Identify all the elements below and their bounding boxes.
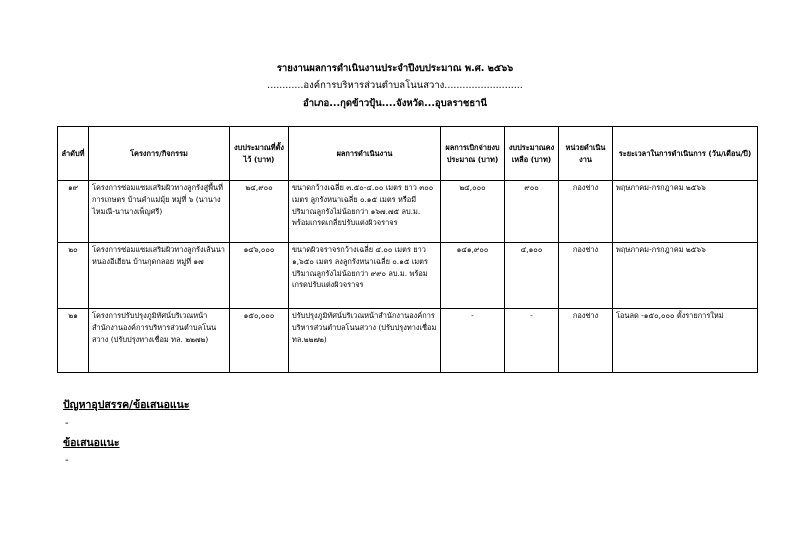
col-header-budget: งบประมาณที่ตั้งไว้ (บาท) xyxy=(230,127,289,181)
cell-remaining: - xyxy=(505,309,559,373)
table-row xyxy=(58,309,758,373)
location-line: อำเภอ...กุดข้าวปุ้น....จังหวัด...อุบลราชธานี xyxy=(303,98,487,109)
cell-disbursed: ๑๔๑,๙๐๐ xyxy=(441,243,505,309)
suggestions-value: - xyxy=(65,455,69,466)
cell-unit: กองช่าง xyxy=(559,309,613,373)
cell-no: ๒๐ xyxy=(58,243,89,309)
suggestions-heading: ข้อเสนอแนะ xyxy=(63,437,120,449)
col-header-remaining: งบประมาณคงเหลือ (บาท) xyxy=(505,127,559,181)
cell-unit: กองช่าง xyxy=(559,181,613,243)
col-header-period: ระยะเวลาในการดำเนินการ (วัน/เดือน/ปี) xyxy=(613,127,758,181)
report-title: รายงานผลการดำเนินงานประจำปีงบประมาณ พ.ศ. ๒๕๖๖ xyxy=(276,63,514,74)
cell-budget: ๑๔๖,๐๐๐ xyxy=(230,243,289,309)
cell-period: พฤษภาคม-กรกฎาคม ๒๕๖๖ xyxy=(613,181,758,243)
table-header-row xyxy=(58,127,758,181)
cell-no: ๒๑ xyxy=(58,309,89,373)
cell-remaining: ๙๐๐ xyxy=(505,181,559,243)
cell-remaining: ๔,๑๐๐ xyxy=(505,243,559,309)
col-header-result: ผลการดำเนินงาน xyxy=(289,127,441,181)
cell-project: โครงการปรับปรุงภูมิทัศน์บริเวณหน้าสำนักงานองค์การบริหารส่วนตำบลโนนสวาง (ปรับปรุงทางเชื่อม ทล. ๒๒๗๒) xyxy=(89,309,230,373)
table-row xyxy=(58,243,758,309)
organization-line: ............องค์การบริหารส่วนตำบลโนนสวาง.......................... xyxy=(267,80,523,91)
col-header-no: ลำดับที่ xyxy=(58,127,89,181)
cell-period: พฤษภาคม-กรกฎาคม ๒๕๖๖ xyxy=(613,243,758,309)
cell-project: โครงการซ่อมแซมเสริมผิวทางลูกรังเส้นนาหนองอีเฮียน บ้านกุดกลอย หมู่ที่ ๑๗ xyxy=(89,243,230,309)
cell-project: โครงการซ่อมแซมเสริมผิวทางลูกรังสู่พื้นที่การเกษตร บ้านคำแม่มุ้ย หมู่ที่ ๖ (นานางไหมณี-นานางเพ็ญศรี) xyxy=(89,181,230,243)
problems-heading: ปัญหาอุปสรรค/ข้อเสนอแนะ xyxy=(63,399,190,411)
cell-unit: กองช่าง xyxy=(559,243,613,309)
cell-budget: ๑๕๐,๐๐๐ xyxy=(230,309,289,373)
col-header-project: โครงการ/กิจกรรม xyxy=(89,127,230,181)
results-table xyxy=(57,126,758,373)
cell-result: ปรับปรุงภูมิทัศน์บริเวณหน้าสำนักงานองค์การบริหารส่วนตำบลโนนสวาง (ปรับปรุงทางเชื่อม ทล.๒๒๗๒) xyxy=(289,309,441,373)
cell-budget: ๒๔,๙๐๐ xyxy=(230,181,289,243)
cell-result: ขนาดกว้างเฉลี่ย ๓.๕๐-๔.๐๐ เมตร ยาว ๓๐๐ เมตร ลูกรังหนาเฉลี่ย ๐.๑๕ เมตร หรือมีปริมาณลูกรังไม่น้อยกว่า ๑๖๗.๗๕ ลบ.ม. พร้อมเกรดเกลี่ยปรับแต่งผิวจราจร xyxy=(289,181,441,243)
cell-disbursed: ๒๔,๐๐๐ xyxy=(441,181,505,243)
col-header-unit: หน่วยดำเนินงาน xyxy=(559,127,613,181)
cell-period: โอนลด -๑๕๐,๐๐๐ ตั้งรายการใหม่ xyxy=(613,309,758,373)
table-row xyxy=(58,181,758,243)
cell-no: ๑๙ xyxy=(58,181,89,243)
cell-result: ขนาดผิวจราจรกว้างเฉลี่ย ๔.๐๐ เมตร ยาว ๑,๖๕๐ เมตร ลงลูกรังหนาเฉลี่ย ๐.๑๕ เมตร ปริมาณลูกรังไม่น้อยกว่า ๙๙๐ ลบ.ม. พร้อมเกรดปรับแต่งผิวจราจร xyxy=(289,243,441,309)
cell-disbursed: - xyxy=(441,309,505,373)
col-header-disbursed: ผลการเบิกจ่ายงบประมาณ (บาท) xyxy=(441,127,505,181)
problems-value: - xyxy=(65,418,69,429)
